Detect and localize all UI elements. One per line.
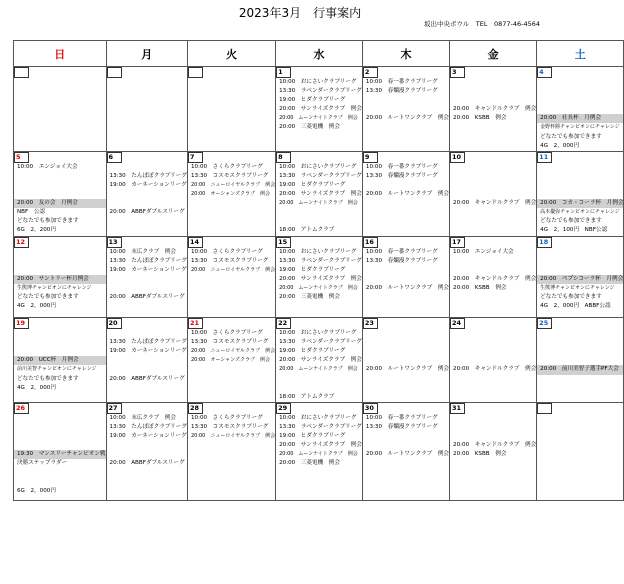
day-cell <box>276 67 363 152</box>
event-line: 20:00 KSBB 例会 <box>453 115 507 122</box>
event-line: 20:00 ABBFダブルスリーグ <box>109 209 185 216</box>
day-cell <box>14 67 107 152</box>
day-cell <box>187 236 275 318</box>
event-line <box>107 190 187 199</box>
event-line: 金野杯勝チャンピオンにチャレンジ <box>540 124 620 131</box>
day-cell <box>106 151 187 236</box>
event-line: 20:00 ニューロイヤルクラブ 例会 <box>190 181 276 188</box>
day-cell <box>106 318 187 403</box>
event-line: 20:00 社長杯 月例会 <box>537 114 623 123</box>
contact-info: 坂出中央ボウル TEL 0877-46-4564 <box>424 20 541 28</box>
day-cell <box>450 67 537 152</box>
event-line: 19:00 ヒダクラブリーグ <box>279 266 346 273</box>
event-line <box>537 338 623 347</box>
week-row <box>14 402 624 500</box>
event-line: 13:30 春爛漫クラブリーグ <box>365 172 438 179</box>
event-line: 4G 2，100円 NBF公認 <box>540 227 608 234</box>
event-line: 20:00 ルートワンクラブ 例会 <box>365 191 450 198</box>
event-line: 前川美智チャンピオンにチャレンジ <box>17 366 97 373</box>
day-number: 26 <box>14 403 29 414</box>
event-line <box>14 478 106 487</box>
event-line <box>107 365 187 374</box>
event-line: 19:00 カーネーションリーグ <box>109 266 187 273</box>
day-number <box>188 67 203 78</box>
event-line: 19:00 ヒダクラブリーグ <box>279 181 346 188</box>
event-line <box>537 266 623 275</box>
event-line: 20:00 サンライズクラブ 例会 <box>279 275 362 282</box>
weekday-sat: 土 <box>537 41 624 67</box>
event-line: 13:30 コスモスクラブリーグ <box>190 172 269 179</box>
event-line <box>450 172 536 181</box>
event-line: 10:00 さくらクラブリーグ <box>190 330 263 337</box>
event-line <box>450 432 536 441</box>
day-number: 17 <box>450 237 465 248</box>
event-line: 19:00 ヒダクラブリーグ <box>279 348 346 355</box>
day-number: 24 <box>450 318 465 329</box>
event-line: 10:00 末広クラブ 例会 <box>109 414 176 421</box>
day-number: 20 <box>107 318 122 329</box>
weekday-fri: 金 <box>450 41 537 67</box>
week-row <box>14 67 624 152</box>
event-line: 20:00 ルートワンクラブ 例会 <box>365 115 450 122</box>
event-line <box>14 190 106 199</box>
event-line <box>107 199 187 208</box>
event-line: 20:00 サントリー杯月例会 <box>14 275 106 284</box>
event-line <box>14 172 106 181</box>
event-line: 20:00 KSBB 例会 <box>453 284 507 291</box>
day-cell <box>537 402 624 500</box>
day-cell <box>362 402 449 500</box>
event-line: 18:00 アトムクラブ <box>279 393 335 400</box>
event-line: 20:00 ペプシコーラ杯 月例会 <box>537 275 623 284</box>
day-cell <box>362 67 449 152</box>
event-line <box>107 356 187 365</box>
day-number: 23 <box>363 318 378 329</box>
day-cell <box>14 236 107 318</box>
day-number: 25 <box>537 318 552 329</box>
day-cell <box>106 236 187 318</box>
day-number: 14 <box>188 237 203 248</box>
event-line <box>14 257 106 266</box>
page-title: 2023年3月 行事案内 <box>238 6 362 20</box>
event-line: 20:00 サンライズクラブ 例会 <box>279 106 362 113</box>
event-line: 6G 2，000円 <box>17 487 56 494</box>
event-line: 20:00 キャンドルクラブ 例会 <box>453 275 537 282</box>
event-line: 19:00 ヒダクラブリーグ <box>279 97 346 104</box>
event-line: 10:00 春一番クラブリーグ <box>365 248 438 255</box>
day-number: 28 <box>188 403 203 414</box>
event-line: 決勝ステップラダー <box>17 460 68 467</box>
event-line: どなたでも参加できます <box>540 293 602 300</box>
day-number <box>537 403 552 414</box>
event-line <box>363 432 449 441</box>
day-cell <box>537 318 624 403</box>
event-line: 20:00 ムーンナイトクラブ 例会 <box>279 284 358 291</box>
event-line: 13:30 たんぽぽクラブリーグ <box>109 423 187 430</box>
weekday-wed: 水 <box>276 41 363 67</box>
day-cell <box>537 236 624 318</box>
event-line: 20:00 ムーンナイトクラブ 例会 <box>279 200 358 207</box>
event-line <box>363 266 449 275</box>
event-line: NBF 公認 <box>17 209 46 216</box>
day-cell <box>276 151 363 236</box>
weekday-thu: 木 <box>362 41 449 67</box>
event-line <box>14 468 106 477</box>
event-line <box>14 248 106 257</box>
event-line <box>537 163 623 172</box>
event-line: 20:00 オーシャンズクラブ 例会 <box>190 357 271 364</box>
day-number: 8 <box>276 152 291 163</box>
event-line <box>276 375 362 384</box>
event-line: 20:00 サンライズクラブ 例会 <box>279 357 362 364</box>
event-line <box>363 181 449 190</box>
event-line <box>14 329 106 338</box>
event-line <box>537 356 623 365</box>
event-line: 19:00 カーネーションリーグ <box>109 181 187 188</box>
event-line: どなたでも参加できます <box>17 218 79 225</box>
event-line <box>14 432 106 441</box>
event-line <box>450 87 536 96</box>
event-line: 生熊博チャンピオンにチャレンジ <box>540 284 615 291</box>
event-line: 20:00 オーシャンズクラブ 例会 <box>190 191 271 198</box>
event-line: 19:00 カーネーションリーグ <box>109 348 187 355</box>
event-line: 20:00 ニューロイヤルクラブ 例会 <box>190 348 276 355</box>
event-line <box>450 257 536 266</box>
event-line: 20:00 サンライズクラブ 例会 <box>279 442 362 449</box>
event-line <box>363 96 449 105</box>
event-line <box>107 163 187 172</box>
event-line: 20:00 友の会 月例会 <box>14 199 106 208</box>
week-row <box>14 318 624 403</box>
event-line <box>14 266 106 275</box>
event-line <box>276 208 362 217</box>
event-line: 20:00 ルートワンクラブ 例会 <box>365 284 450 291</box>
day-number: 1 <box>276 67 291 78</box>
day-cell <box>450 402 537 500</box>
event-line <box>363 338 449 347</box>
event-line: どなたでも参加できます <box>540 133 602 140</box>
event-line <box>14 441 106 450</box>
event-line <box>450 347 536 356</box>
week-row <box>14 151 624 236</box>
event-line <box>363 105 449 114</box>
weekday-tue: 火 <box>187 41 275 67</box>
event-line: 20:00 ABBFダブルスリーグ <box>109 375 185 382</box>
event-line <box>450 329 536 338</box>
day-number: 10 <box>450 152 465 163</box>
event-line: 生熊博チャンピオンにチャレンジ <box>17 284 92 291</box>
event-line: 20:00 ムーンナイトクラブ 例会 <box>279 451 358 458</box>
day-number: 18 <box>537 237 552 248</box>
event-line: 4G 2，000円 <box>540 142 580 149</box>
day-number: 6 <box>107 152 122 163</box>
day-cell <box>362 151 449 236</box>
day-number <box>14 67 29 78</box>
event-line: 10:00 エンジョイ大会 <box>453 248 514 255</box>
event-line: どなたでも参加できます <box>17 293 79 300</box>
event-line: 20:00 ニューロイヤルクラブ 例会 <box>190 266 276 273</box>
day-cell <box>187 151 275 236</box>
weekday-header-row <box>14 41 624 67</box>
event-line <box>450 190 536 199</box>
event-line <box>450 423 536 432</box>
event-line: 10:00 さくらクラブリーグ <box>190 163 263 170</box>
event-line: 10:00 おにさいクラブリーグ <box>279 163 357 170</box>
day-number: 5 <box>14 152 29 163</box>
event-line: 20:00 三菱電機 例会 <box>279 460 340 467</box>
day-cell <box>187 67 275 152</box>
event-line: 20:00 キャンドルクラブ 例会 <box>453 200 537 207</box>
event-line: 13:30 春爛漫クラブリーグ <box>365 88 438 95</box>
event-line: 10:00 おにさいクラブリーグ <box>279 414 357 421</box>
event-line <box>537 347 623 356</box>
day-number: 7 <box>188 152 203 163</box>
event-line: 4G 2，000円 ABBF公認 <box>540 303 611 310</box>
event-line: 18:00 アトムクラブ <box>279 227 335 234</box>
day-cell <box>450 318 537 403</box>
event-line: 10:00 春一番クラブリーグ <box>365 163 438 170</box>
event-line: 10:00 おにさいクラブリーグ <box>279 330 357 337</box>
event-line: 13:30 ラベンダークラブリーグ <box>279 172 362 179</box>
event-line <box>450 338 536 347</box>
day-number: 19 <box>14 318 29 329</box>
weekday-mon: 月 <box>106 41 187 67</box>
event-line: 13:30 たんぽぽクラブリーグ <box>109 339 187 346</box>
event-line: 13:30 コスモスクラブリーグ <box>190 423 269 430</box>
event-line: 10:00 春一番クラブリーグ <box>365 79 438 85</box>
event-line: 13:30 春爛漫クラブリーグ <box>365 257 438 264</box>
weekday-sun: 日 <box>14 41 107 67</box>
event-line <box>107 275 187 284</box>
event-line: 10:00 エンジョイ大会 <box>17 163 78 170</box>
day-cell <box>276 236 363 318</box>
event-line <box>537 257 623 266</box>
day-cell <box>14 402 107 500</box>
event-line <box>537 329 623 338</box>
event-line: 4G 2，000円 <box>17 303 56 310</box>
day-number: 13 <box>107 237 122 248</box>
week-row <box>14 236 624 318</box>
day-number: 12 <box>14 237 29 248</box>
event-line: 19:00 カーネーションリーグ <box>109 433 187 440</box>
calendar-table <box>13 40 624 501</box>
day-cell <box>14 151 107 236</box>
day-number: 30 <box>363 403 378 414</box>
day-cell <box>450 236 537 318</box>
event-line <box>450 181 536 190</box>
event-line <box>276 384 362 393</box>
event-line <box>537 190 623 199</box>
event-line <box>14 338 106 347</box>
day-number: 16 <box>363 237 378 248</box>
event-line <box>107 441 187 450</box>
event-line: 13:30 ラベンダークラブリーグ <box>279 257 362 264</box>
day-cell <box>450 151 537 236</box>
event-line <box>14 423 106 432</box>
event-line <box>107 329 187 338</box>
event-line: 13:30 コスモスクラブリーグ <box>190 339 269 346</box>
day-number <box>107 67 122 78</box>
day-number: 3 <box>450 67 465 78</box>
event-line <box>537 172 623 181</box>
day-number: 15 <box>276 237 291 248</box>
event-line: 10:00 おにさいクラブリーグ <box>279 248 357 255</box>
event-line: 20:00 キャンドルクラブ 例会 <box>453 442 537 449</box>
event-line: 20:00 ニューロイヤルクラブ 例会 <box>190 433 276 440</box>
day-number: 27 <box>107 403 122 414</box>
event-line: 19:00 ヒダクラブリーグ <box>279 433 346 440</box>
event-line: 20:00 キャンドルクラブ 例会 <box>453 106 537 113</box>
event-line: 高木優弥チャンピオンにチャレンジ <box>540 209 620 216</box>
event-line <box>107 450 187 459</box>
event-line: 20:00 UCC杯 月例会 <box>14 356 106 365</box>
event-line <box>363 347 449 356</box>
event-line: 20:00 ルートワンクラブ 例会 <box>365 366 450 373</box>
day-number: 4 <box>537 67 552 78</box>
day-cell <box>362 236 449 318</box>
event-line <box>537 96 623 105</box>
event-line <box>450 356 536 365</box>
event-line: 13:30 ラベンダークラブリーグ <box>279 339 362 346</box>
event-line: 13:30 コスモスクラブリーグ <box>190 257 269 264</box>
event-line: 13:30 ラベンダークラブリーグ <box>279 88 362 95</box>
event-line: 20:00 ABBFダブルスリーグ <box>109 293 185 300</box>
event-line: 19:30 マンスリーチャンピオン戦 <box>14 450 106 459</box>
event-line <box>276 217 362 226</box>
event-line: 10:00 末広クラブ 例会 <box>109 248 176 255</box>
event-line <box>537 181 623 190</box>
event-line <box>450 266 536 275</box>
day-number: 9 <box>363 152 378 163</box>
day-cell <box>106 402 187 500</box>
event-line: 20:00 三菱電機 例会 <box>279 124 340 131</box>
event-line: 20:00 ルートワンクラブ 例会 <box>365 451 450 458</box>
event-line <box>14 347 106 356</box>
day-number: 2 <box>363 67 378 78</box>
event-line <box>363 441 449 450</box>
day-number: 31 <box>450 403 465 414</box>
event-line: 13:30 春爛漫クラブリーグ <box>365 423 438 430</box>
day-number: 21 <box>188 318 203 329</box>
day-cell <box>276 402 363 500</box>
event-line <box>450 414 536 423</box>
event-line <box>537 78 623 87</box>
event-line <box>450 78 536 87</box>
event-line <box>107 284 187 293</box>
day-number: 22 <box>276 318 291 329</box>
event-line: 4G 2，000円 <box>17 384 56 391</box>
day-cell <box>537 67 624 152</box>
event-line: どなたでも参加できます <box>17 375 79 382</box>
event-line <box>537 248 623 257</box>
event-line <box>363 356 449 365</box>
event-line: 20:00 前川美智子選手PF大会 <box>537 365 623 374</box>
event-line <box>450 96 536 105</box>
event-line: 6G 2，200円 <box>17 227 56 234</box>
event-line <box>14 414 106 423</box>
day-number: 29 <box>276 403 291 414</box>
event-line: 13:30 たんぽぽクラブリーグ <box>109 257 187 264</box>
event-line: 20:00 KSBB 例会 <box>453 451 507 458</box>
event-line <box>450 163 536 172</box>
day-cell <box>187 318 275 403</box>
event-line: 10:00 春一番クラブリーグ <box>365 414 438 421</box>
event-line <box>537 87 623 96</box>
event-line: 20:00 キャンドルクラブ 例会 <box>453 366 537 373</box>
event-line <box>14 181 106 190</box>
event-line: 10:00 さくらクラブリーグ <box>190 414 263 421</box>
event-line: 20:00 ムーンナイトクラブ 例会 <box>279 115 358 122</box>
event-line: 20:00 三菱電機 例会 <box>279 293 340 300</box>
event-line: 20:00 ムーンナイトクラブ 例会 <box>279 366 358 373</box>
event-line <box>363 329 449 338</box>
event-line: 20:00 コカ・コーラ杯 月例会 <box>537 199 623 208</box>
event-line: 20:00 ABBFダブルスリーグ <box>109 460 185 467</box>
event-line: 10:00 さくらクラブリーグ <box>190 248 263 255</box>
day-cell <box>537 151 624 236</box>
event-line <box>537 105 623 114</box>
day-cell <box>14 318 107 403</box>
event-line: どなたでも参加できます <box>540 218 602 225</box>
day-cell <box>187 402 275 500</box>
event-line <box>363 275 449 284</box>
event-line: 20:00 サンライズクラブ 例会 <box>279 191 362 198</box>
day-cell <box>276 318 363 403</box>
event-line: 13:30 ラベンダークラブリーグ <box>279 423 362 430</box>
event-line: 13:30 たんぽぽクラブリーグ <box>109 172 187 179</box>
day-number: 11 <box>537 152 552 163</box>
day-cell <box>362 318 449 403</box>
day-cell <box>106 67 187 152</box>
event-line: 10:00 おにさいクラブリーグ <box>279 79 357 85</box>
